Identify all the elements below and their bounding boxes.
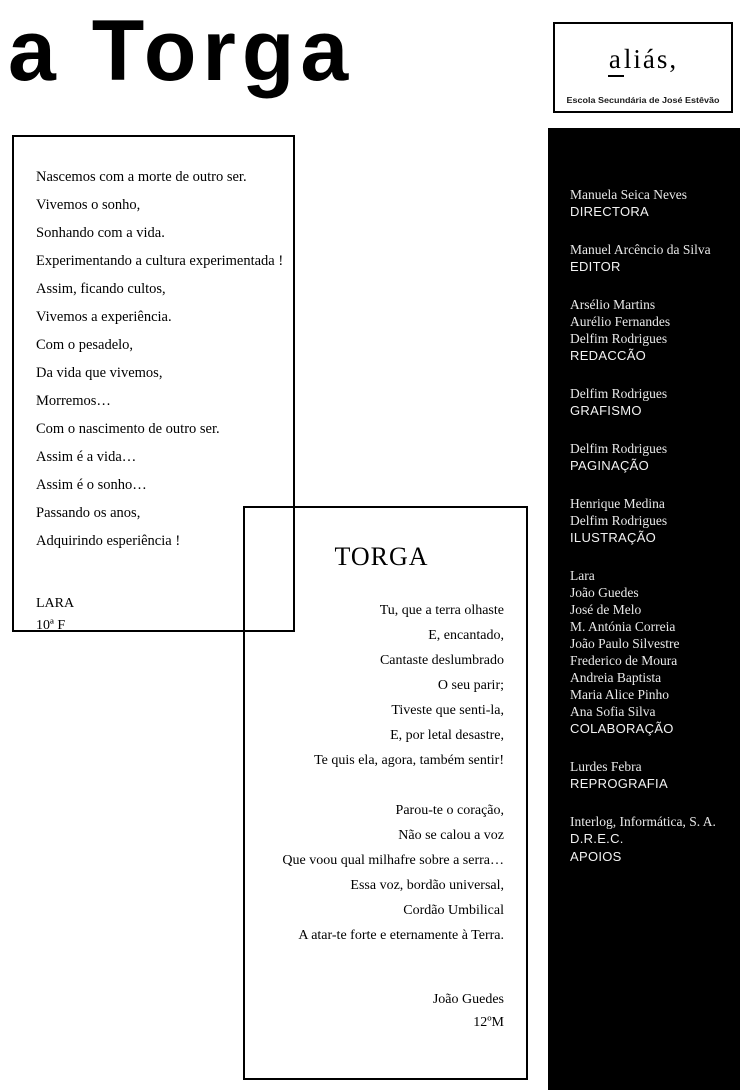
staff-name: João Guedes bbox=[570, 585, 639, 600]
poem-line: Tu, que a terra olhaste bbox=[379, 603, 504, 618]
staff-name: Frederico de Moura bbox=[570, 653, 678, 668]
poem-one-signature bbox=[36, 593, 275, 637]
poem-line: Sonhando com a vida. bbox=[36, 225, 165, 241]
staff-group bbox=[570, 296, 740, 365]
logo-letter-rest: liás, bbox=[623, 44, 679, 74]
poem-line: Cordão Umbilical bbox=[403, 903, 504, 918]
staff-name: Andreia Baptista bbox=[570, 670, 662, 685]
staff-name: Lurdes Febra bbox=[570, 759, 642, 774]
staff-group bbox=[570, 186, 740, 221]
poem-two-box bbox=[243, 506, 528, 1080]
poem-line-blank bbox=[259, 773, 504, 798]
staff-name: M. Antónia Correia bbox=[570, 619, 676, 634]
staff-role: DIRECTORA bbox=[570, 204, 650, 219]
poem-line: Passando os anos, bbox=[36, 505, 141, 521]
staff-name: Henrique Medina bbox=[570, 496, 665, 511]
staff-group bbox=[570, 241, 740, 276]
staff-name: Ana Sofia Silva bbox=[570, 704, 656, 719]
staff-name: Arsélio Martins bbox=[570, 297, 656, 312]
poem-author: LARA bbox=[36, 596, 75, 611]
staff-role: PAGINAÇÃO bbox=[570, 458, 650, 473]
poem-line: Te quis ela, agora, também sentir! bbox=[314, 753, 504, 768]
staff-group bbox=[570, 813, 740, 866]
poem-line: O seu parir; bbox=[437, 678, 504, 693]
poem-line: A atar-te forte e eternamente à Terra. bbox=[298, 928, 504, 943]
staff-role: D.R.E.C. bbox=[570, 831, 624, 846]
staff-role: COLABORAÇÃO bbox=[570, 721, 674, 736]
staff-name: Lara bbox=[570, 568, 595, 583]
staff-role: ILUSTRAÇÃO bbox=[570, 530, 657, 545]
poem-author-class: 12ºM bbox=[473, 1015, 504, 1030]
staff-name: Manuel Arcêncio da Silva bbox=[570, 242, 711, 257]
poem-line: Com o nascimento de outro ser. bbox=[36, 421, 220, 437]
poem-line: E, encantado, bbox=[428, 628, 504, 643]
poem-line: Adquirindo esperiência ! bbox=[36, 533, 181, 549]
staff-name: Maria Alice Pinho bbox=[570, 687, 669, 702]
poem-line: Tiveste que senti-la, bbox=[391, 703, 504, 718]
poem-line: Experimentando a cultura experimentada ! bbox=[36, 253, 284, 269]
poem-line: Vivemos a experiência. bbox=[36, 309, 172, 325]
publication-logo-box bbox=[553, 22, 733, 113]
staff-group bbox=[570, 495, 740, 547]
staff-group bbox=[570, 758, 740, 793]
poem-line: Assim, ficando cultos, bbox=[36, 281, 166, 297]
staff-name: João Paulo Silvestre bbox=[570, 636, 680, 651]
poem-line: Nascemos com a morte de outro ser. bbox=[36, 169, 247, 185]
staff-name: José de Melo bbox=[570, 602, 642, 617]
poem-author: João Guedes bbox=[432, 992, 504, 1007]
staff-group bbox=[570, 440, 740, 475]
staff-group bbox=[570, 567, 740, 738]
poem-line: Cantaste deslumbrado bbox=[379, 653, 504, 668]
publication-logo-subtitle: Escola Secundária de José Estêvão bbox=[566, 95, 720, 105]
masthead bbox=[0, 0, 548, 128]
staff-group bbox=[570, 385, 740, 420]
poem-line: Parou-te o coração, bbox=[395, 803, 504, 818]
publication-logo-wordmark bbox=[555, 44, 731, 77]
poem-two-title: TORGA bbox=[334, 542, 429, 571]
poem-line: Morremos… bbox=[36, 393, 111, 409]
poem-author-class: 10ª F bbox=[36, 618, 66, 633]
staff-role: GRAFISMO bbox=[570, 403, 642, 418]
staff-name: Interlog, Informática, S. A. bbox=[570, 814, 716, 829]
staff-name: Delfim Rodrigues bbox=[570, 513, 668, 528]
poem-line: Com o pesadelo, bbox=[36, 337, 134, 353]
poem-line: Assim é a vida… bbox=[36, 449, 137, 465]
staff-role: EDITOR bbox=[570, 259, 621, 274]
poem-line: Vivemos o sonho, bbox=[36, 197, 141, 213]
poem-two-signature bbox=[259, 988, 504, 1034]
poem-line: E, por letal desastre, bbox=[390, 728, 504, 743]
staff-sidebar bbox=[548, 128, 740, 1090]
staff-role: APOIOS bbox=[570, 849, 622, 864]
staff-name: Manuela Seica Neves bbox=[570, 187, 687, 202]
poem-line: Assim é o sonho… bbox=[36, 477, 147, 493]
poem-line: Que voou qual milhafre sobre a serra… bbox=[282, 853, 504, 868]
poem-line: Essa voz, bordão universal, bbox=[350, 878, 504, 893]
staff-role: REPROGRAFIA bbox=[570, 776, 668, 791]
staff-name: Aurélio Fernandes bbox=[570, 314, 671, 329]
staff-name: Delfim Rodrigues bbox=[570, 331, 668, 346]
page-title: a Torga bbox=[8, 3, 355, 99]
poem-line: Da vida que vivemos, bbox=[36, 365, 163, 381]
logo-letter-a: a bbox=[608, 44, 624, 77]
staff-name: Delfim Rodrigues bbox=[570, 386, 668, 401]
staff-name: Delfim Rodrigues bbox=[570, 441, 668, 456]
poem-line: Não se calou a voz bbox=[398, 828, 504, 843]
staff-role: REDACCÃO bbox=[570, 348, 647, 363]
